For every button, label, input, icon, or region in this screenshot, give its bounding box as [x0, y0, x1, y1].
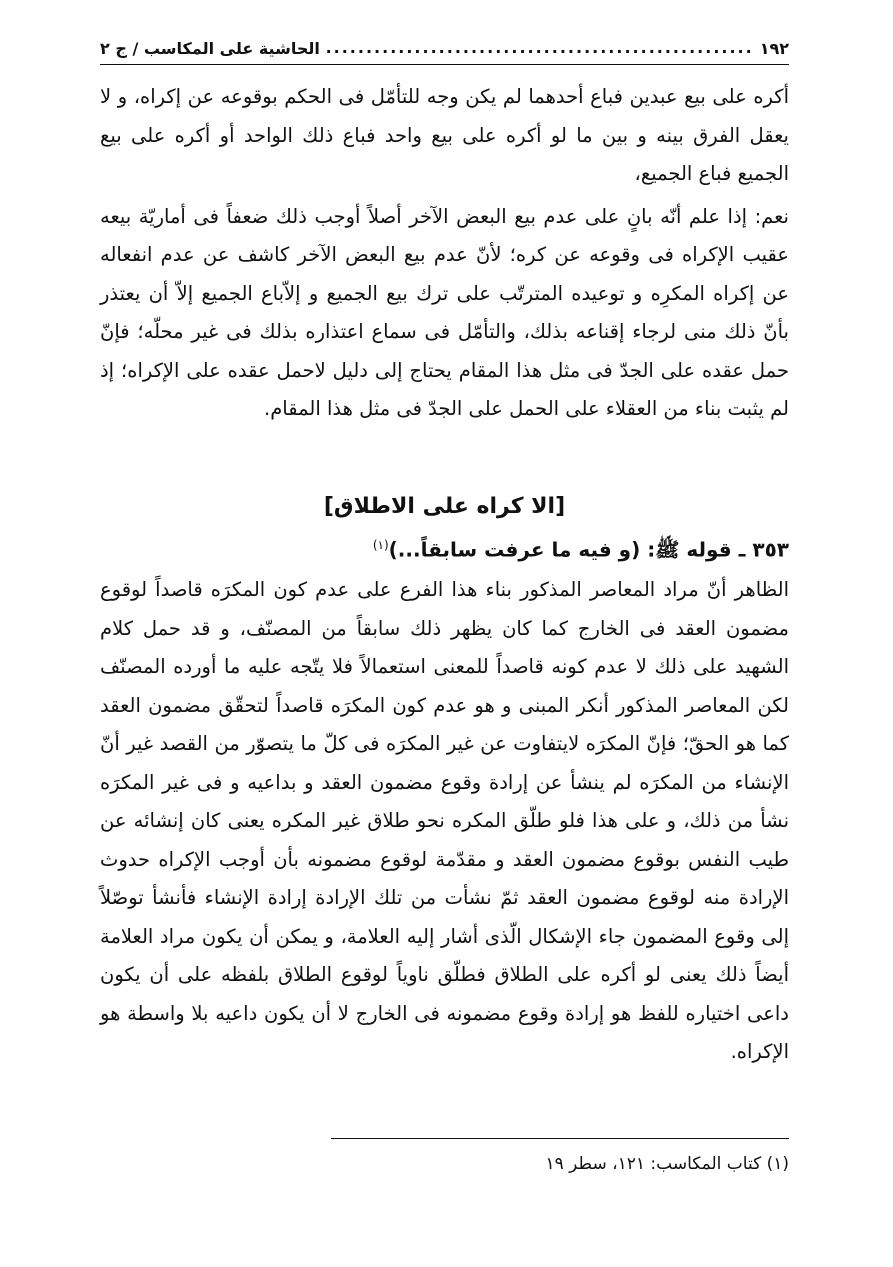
main-text: [100, 78, 789, 1072]
commentary-item-heading: [100, 527, 789, 568]
paragraph: أكره على بيع عبدين فباع أحدهما لم يكن وجه للتأمّل فى الحكم بوقوعه عن إكراه، و لا يعقل الفرق بينه و بين ما لو أكره على بيع واحد فباع ذلك الواحد أو أكره على بيع الجميع فباع الجميع،: [100, 85, 789, 185]
footnote-reference[interactable]: (١): [372, 537, 389, 552]
page-number: ١٩٢: [759, 38, 789, 58]
dot-leader: [326, 40, 754, 56]
header-divider: [100, 64, 789, 65]
section-heading: [الا كراه على الاطلاق]: [323, 493, 566, 519]
paragraph: نعم: إذا علم أنّه بانٍ على عدم بيع البعض الآخر أصلاً أوجب ذلك ضعفاً فى أماريّة بيعه عقيب الإكراه فى وقوعه عن كره؛ لأنّ عدم بيع البعض الآخر كاشف عن عدم انفعاله عن إكراه المكرِه و توعيده المترتّب على ترك بيع الجميع و إلاّباع الجميع إلاّ أن يعتذر بأنّ ذلك منى لرجاء إقناعه بذلك، والتأمّل فى سماع اعتذاره بذلك فى غير محلّه؛ فإنّ حمل عقده على الجدّ فى مثل هذا المقام يحتاج إلى دليل لاحمل عقده على الإكراه؛ إذ لم يثبت بناء من العقلاء على الحمل على الجدّ فى مثل هذا المقام.: [100, 204, 789, 420]
running-header: [100, 34, 789, 62]
item-heading-text: ٣٥٣ ـ قوله ﷺ: (و فيه ما عرفت سابقاً...): [388, 537, 789, 562]
running-title: الحاشية على المكاسب / ج ٢: [100, 38, 320, 58]
footnote-divider: [331, 1138, 789, 1139]
footnote: (١) كتاب المكاسب: ١٢١، سطر ١٩: [545, 1154, 789, 1174]
paragraph: الظاهر أنّ مراد المعاصر المذكور بناء هذا الفرع على عدم كون المكرَه قاصداً لوقوع مضمون العقد فى الخارج كما كان يظهر ذلك سابقاً من المصنّف، و قد حمل كلام الشهيد على ذلك لا عدم كونه قاصداً للمعنى استعمالاً فلا يتّجه عليه ما أورده المصنّف لكن المعاصر المذكور أنكر المبنى و هو عدم كون المكرَه قاصداً لتحقّق مضمون العقد كما هو الحقّ؛ فإنّ المكرَه لايتفاوت عن غير المكرَه فى كلّ ما يتصوّر من القصد غير أنّ الإنشاء من المكرَه لم ينشأ عن إرادة وقوع مضمون العقد و بداعيه و فى غير المكرَه نشأ من ذلك، و على هذا فلو طلّق المكره نحو طلاق غير المكره يعنى كان إنشائه عن طيب النفس بوقوع مضمون العقد و مقدّمة لوقوع مضمونه بأن أوجب الإكراه حدوث الإرادة منه لوقوع مضمون العقد ثمّ نشأت من تلك الإرادة إرادة الإنشاء فأنشأ توصّلاً إلى وقوع المضمون جاء الإشكال الّذى أشار إليه العلامة، و يمكن أن يكون مراد العلامة أيضاً ذلك يعنى لو أكره على الطلاق فطلّق ناوياً لوقوع الطلاق بلفظه على أن يكون داعى اختياره للفظ هو إرادة وقوع مضمونه فى الخارج لا أن يكون داعيه بلا واسطة هو الإكراه.: [100, 578, 789, 1064]
